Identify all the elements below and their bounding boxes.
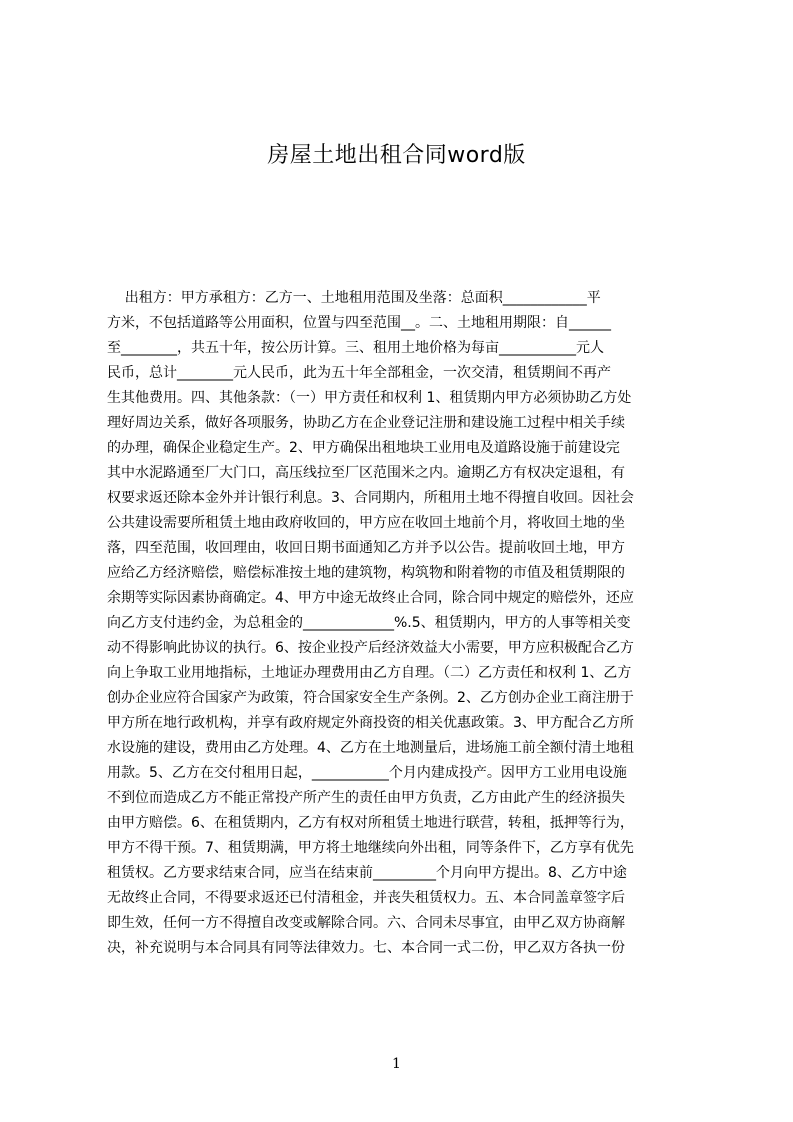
body-line: 民币，总计________元人民币，此为五十年全部租金，一次交清，租赁期间不再产 (107, 365, 611, 381)
body-line: 不到位而造成乙方不能正常投产所产生的责任由甲方负责，乙方由此产生的经济损失 (107, 790, 625, 806)
contract-body (107, 286, 697, 961)
body-line: 水设施的建设，费用由乙方处理。4、乙方在土地测量后，进场施工前全额付清土地租 (107, 740, 634, 756)
body-line: 的办理，确保企业稳定生产。2、甲方确保出租地块工业用电及道路设施于前建设完 (107, 440, 620, 456)
body-line: 应给乙方经济赔偿，赔偿标准按土地的建筑物，构筑物和附着物的市值及租赁期限的 (107, 565, 625, 581)
document-title: 房屋土地出租合同word版 (267, 143, 526, 168)
body-line: 理好周边关系，做好各项服务，协助乙方在企业登记注册和建设施工过程中相关手续 (107, 415, 625, 431)
body-line: 公共建设需要所租赁土地由政府收回的，甲方应在收回土地前个月，将收回土地的坐 (107, 515, 625, 531)
body-line: 生其他费用。四、其他条款：（一）甲方责任和权利 1、租赁期内甲方必须协助乙方处 (107, 390, 632, 406)
body-line: 即生效，任何一方不得擅自改变或解除合同。六、合同未尽事宜，由甲乙双方协商解 (107, 915, 625, 931)
page-number: 1 (392, 1056, 401, 1072)
body-line: 其中水泥路通至厂大门口，高压线拉至厂区范围米之内。逾期乙方有权决定退租，有 (107, 465, 625, 481)
body-line: 落，四至范围，收回理由，收回日期书面通知乙方并予以公告。提前收回土地，甲方 (107, 540, 625, 556)
body-line: 至________，共五十年，按公历计算。三、租用土地价格为每亩___________元人 (107, 340, 604, 356)
body-line: 无故终止合同，不得要求返还已付清租金，并丧失租赁权力。五、本合同盖章签字后 (107, 890, 625, 906)
body-line: 动不得影响此协议的执行。6、按企业投产后经济效益大小需要，甲方应积极配合乙方 (107, 640, 634, 656)
body-line: 向乙方支付违约金，为总租金的_____________%.5、租赁期内，甲方的人事等相关变 (107, 615, 631, 631)
body-line: 方米，不包括道路等公用面积，位置与四至范围__。二、土地租用期限：自______ (107, 315, 611, 331)
body-line: 权要求返还除本金外并计银行利息。3、合同期内，所租用土地不得擅自收回。因社会 (107, 490, 634, 506)
body-line: 余期等实际因素协商确定。4、甲方中途无故终止合同，除合同中规定的赔偿外，还应 (107, 590, 634, 606)
body-line: 决，补充说明与本合同具有同等法律效力。七、本合同一式二份，甲乙双方各执一份 (107, 940, 625, 956)
body-line: 租赁权。乙方要求结束合同，应当在结束前_________个月向甲方提出。8、乙方中途 (107, 865, 627, 881)
body-line: 甲方所在地行政机构，并享有政府规定外商投资的相关优惠政策。3、甲方配合乙方所 (107, 715, 634, 731)
body-line: 向上争取工业用地指标，土地证办理费用由乙方自理。（二）乙方责任和权利 1、乙方 (107, 665, 632, 681)
body-line: 由甲方赔偿。6、在租赁期内，乙方有权对所租赁土地进行联营，转租，抵押等行为， (107, 815, 634, 831)
body-line: 出租方：甲方承租方：乙方一、土地租用范围及坐落：总面积____________平 (107, 290, 601, 306)
body-line: 甲方不得干预。7、租赁期满，甲方将土地继续向外出租，同等条件下，乙方享有优先 (107, 840, 634, 856)
body-line: 用款。5、乙方在交付租用日起，___________个月内建成投产。因甲方工业用电设施 (107, 765, 627, 781)
body-line: 创办企业应符合国家产为政策，符合国家安全生产条例。2、乙方创办企业工商注册于 (107, 690, 634, 706)
